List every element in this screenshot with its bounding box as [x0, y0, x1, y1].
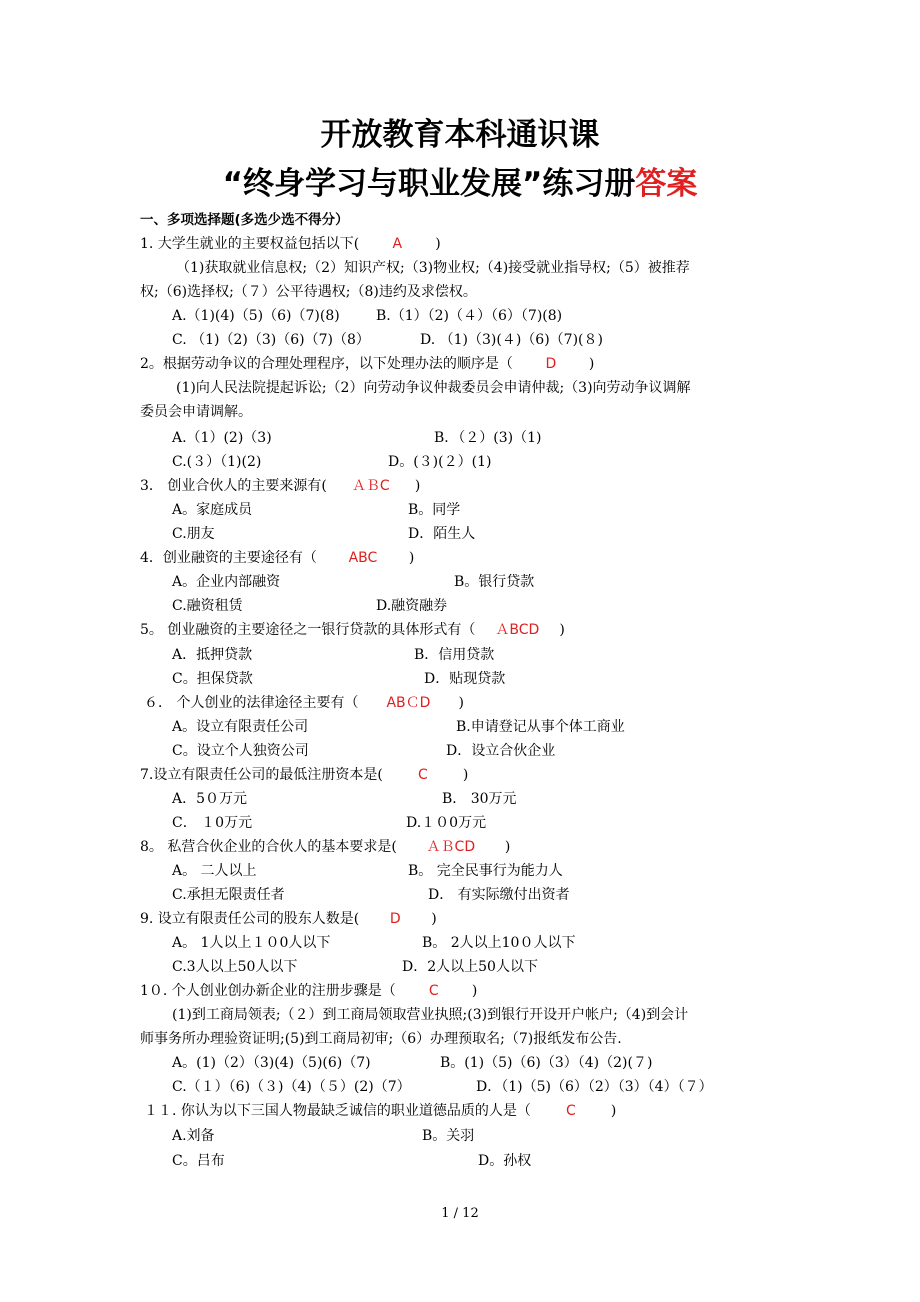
option-b: B．（２）(3)（1): [434, 430, 542, 446]
answer: ＡBCD: [495, 622, 540, 638]
question-text: 2。根据劳动争议的合理处理程序，以下处理办法的顺序是（: [140, 356, 513, 372]
question-body-line: 委员会申请调解。: [140, 404, 252, 420]
option-c: C.(３）（1)(2): [172, 454, 262, 470]
answer: C: [417, 767, 428, 783]
option-c: C。设立个人独资公司: [172, 743, 309, 759]
question-close: ): [462, 767, 469, 783]
option-a: A。(1)（2）（3)(4)（5)(6)（7): [172, 1055, 371, 1071]
answer: ＡＢCD: [426, 839, 476, 855]
option-b: B。 2人以上10０人以下: [422, 935, 576, 951]
option-b: B。银行贷款: [454, 574, 535, 590]
option-a: A.（1)(4)（5)（6)（7)(8): [172, 308, 340, 324]
question-10: [140, 981, 477, 1001]
question-text: 5。 创业融资的主要途径之一银行贷款的具体形式有（: [140, 622, 476, 638]
option-c: C.3人以上50人以下: [172, 959, 298, 975]
question-body-line: 师事务所办理验资证明;(5)到工商局初审;（6）办理预取名;（7)报纸发布公告.: [140, 1031, 622, 1047]
option-d: D。孙权: [478, 1153, 532, 1169]
question-body-line: （1)获取就业信息权;（2）知识产权;（3)物业权;（4)接受就业指导权;（5）被推荐: [176, 260, 690, 276]
title-line-2: [0, 164, 920, 204]
question-9: [140, 909, 437, 929]
answer: ＡＢC: [351, 478, 390, 494]
option-b: B． 30万元: [442, 791, 517, 807]
answer: A: [392, 236, 403, 252]
question-close: ): [435, 236, 441, 252]
option-a: A.刘备: [172, 1128, 215, 1144]
question-text: 7.设立有限责任公司的最低注册资本是(: [140, 767, 383, 783]
option-d: D.１０0万元: [406, 815, 487, 831]
option-b: B.（1）（2)（４）（6）（7)(8): [376, 308, 563, 324]
question-text: 8。 私营合伙企业的合伙人的基本要求是(: [140, 839, 397, 855]
option-b: B。(1)（5)（6)（3）（4)（2)(７): [440, 1055, 653, 1071]
question-4: [140, 548, 414, 568]
question-close: ): [408, 550, 415, 566]
answer: ABＣD: [386, 695, 431, 711]
title-main: “终身学习与职业发展”练习册: [222, 166, 636, 202]
option-b: B。 完全民事行为能力人: [408, 863, 563, 879]
answer: D: [545, 356, 557, 372]
answer: D: [389, 911, 401, 927]
question-8: [140, 837, 510, 857]
question-close: ): [559, 622, 565, 638]
question-1: [140, 234, 441, 254]
question-close: ): [588, 356, 595, 372]
question-close: ): [431, 911, 437, 927]
option-d: D．陌生人: [408, 526, 476, 542]
option-d: D.融资融券: [376, 598, 448, 614]
option-c: C.承担无限责任者: [172, 887, 285, 903]
title-answer-highlight: 答案: [635, 166, 698, 202]
question-body-line: (1)到工商局领表;（２）到工商局领取营业执照;(3)到银行开设开户帐户;（4)到会计: [172, 1007, 689, 1023]
option-c: C。担保贷款: [172, 671, 253, 687]
option-a: A。 二人以上: [172, 863, 257, 879]
option-d: D．设立合伙企业: [446, 743, 556, 759]
option-b: B．信用贷款: [414, 647, 495, 663]
question-6: [144, 693, 464, 713]
section-heading: 一、多项选择题(多选少选不得分）: [140, 212, 349, 228]
question-3: [140, 476, 420, 496]
question-text: ６． 个人创业的法律途径主要有（: [144, 695, 359, 711]
question-body-line: 权;（6)选择权;（７）公平待遇权;（8)违约及求偿权。: [140, 284, 477, 300]
question-close: ): [458, 695, 464, 711]
option-b: B。关羽: [422, 1128, 475, 1144]
title-line-1: 开放教育本科通识课: [320, 117, 600, 153]
answer: C: [428, 983, 439, 999]
option-a: A。 1人以上１０0人以下: [172, 935, 331, 951]
question-11: [144, 1101, 616, 1121]
question-text: 1. 大学生就业的主要权益包括以下(: [140, 236, 360, 252]
question-text: 4．创业融资的主要途径有（: [140, 550, 317, 566]
question-close: ): [504, 839, 511, 855]
option-a: A．抵押贷款: [172, 647, 253, 663]
option-d: D．（1)（5)（6）（2）（3）（4）（７）: [476, 1079, 713, 1095]
answer: C: [566, 1103, 576, 1119]
option-c: C. （1)（2)（3)（6)（7)（8）: [172, 332, 370, 348]
option-b: B。同学: [408, 502, 461, 518]
option-b: B.申请登记从事个体工商业: [456, 719, 625, 735]
question-7: [140, 765, 468, 785]
question-body-line: (1)向人民法院提起诉讼;（2）向劳动争议仲裁委员会申请仲裁;（3)向劳动争议调解: [176, 380, 691, 396]
page-number: 1 / 12: [441, 1206, 479, 1221]
option-c: C.朋友: [172, 526, 215, 542]
option-a: A．5０万元: [172, 791, 248, 807]
option-a: A。家庭成员: [172, 502, 253, 518]
question-text: 3． 创业合伙人的主要来源有(: [140, 478, 327, 494]
option-d: D．2人以上50人以下: [402, 959, 538, 975]
question-5: [140, 620, 565, 640]
option-a: A。设立有限责任公司: [172, 719, 309, 735]
option-a: A。企业内部融资: [172, 574, 281, 590]
option-c: C.融资租赁: [172, 598, 243, 614]
question-text: 1０. 个人创业创办新企业的注册步骤是（: [140, 983, 396, 999]
option-d: D。(３)(２）(1): [388, 454, 492, 470]
option-c: C.（１）（6)（３)（4)（５）(2)（7）: [172, 1079, 411, 1095]
option-c: C。吕布: [172, 1153, 225, 1169]
question-close: ): [610, 1103, 617, 1119]
option-d: D．贴现贷款: [424, 671, 506, 687]
question-close: ): [414, 478, 421, 494]
option-d: D． 有实际缴付出资者: [428, 887, 570, 903]
option-d: D. （1)（3)(４)（6)（7)(８): [420, 332, 603, 348]
question-text: 9. 设立有限责任公司的股东人数是(: [140, 911, 360, 927]
question-text: １１. 你认为以下三国人物最缺乏诚信的职业道德品质的人是（: [144, 1103, 531, 1119]
option-c: C． １0万元: [172, 815, 253, 831]
answer: ABC: [348, 550, 378, 566]
question-2: [140, 354, 594, 374]
question-close: ): [471, 983, 478, 999]
option-a: A.（1）(2)（3): [172, 430, 272, 446]
